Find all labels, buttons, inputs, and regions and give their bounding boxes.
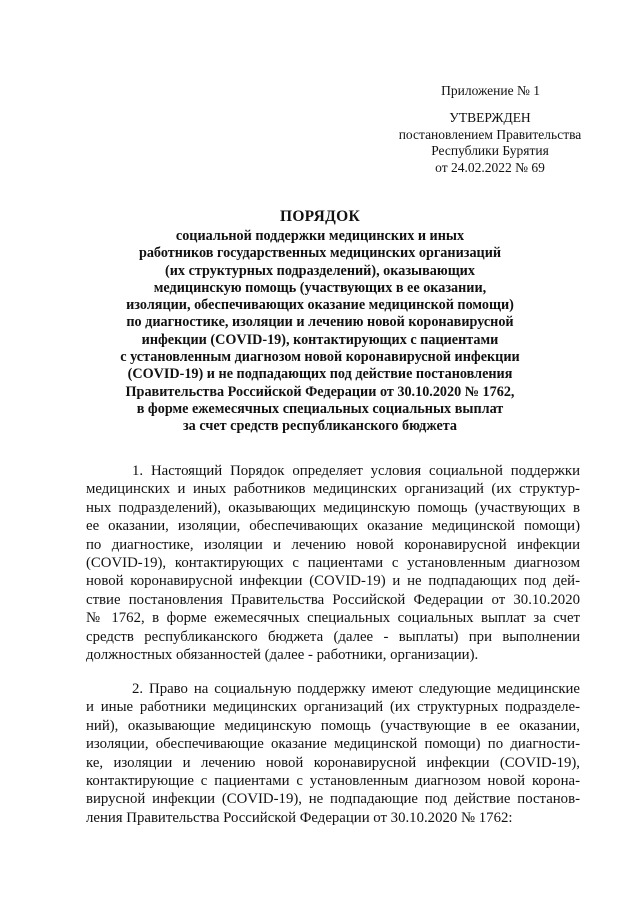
approval-line: от 24.02.2022 № 69: [435, 159, 545, 175]
paragraph-line: ее оказании, изоляции, обеспечивающих оказание медицинской помощи): [86, 518, 580, 535]
paragraph-line: 2. Право на социальную поддержку имеют следующие медицинские: [132, 681, 580, 697]
paragraph-line: № 1762, в форме ежемесячных специальных социальных выплат за счет: [86, 610, 580, 627]
title-line: социальной поддержки медицинских и иных: [175, 228, 465, 244]
paragraph-line: контактирующие с пациентами с установленным диагнозом новой корона-: [86, 773, 580, 790]
paragraph-line: ления Правительства Российской Федерации от 30.10.2020 № 1762:: [86, 809, 513, 826]
paragraph-line: вирусной инфекции (COVID-19), не подпадающие под действие постанов-: [86, 791, 580, 808]
paragraph-line: ний), оказывающие медицинскую помощь (участвующие в ее оказании,: [86, 717, 580, 734]
title-line: по диагностике, изоляции и лечению новой коронавирусной: [126, 314, 514, 331]
paragraph-line: изоляции, обеспечивающие оказание медицинской помощи) по диагности-: [86, 736, 580, 753]
paragraph-line: по диагностике, изоляции и лечению новой коронавирусной инфекции: [86, 536, 580, 553]
approval-line: УТВЕРЖДЕН: [449, 110, 531, 125]
appendix-label: Приложение № 1: [441, 83, 540, 98]
title-line: изоляции, обеспечивающих оказание медицинской помощи): [126, 297, 514, 314]
paragraph-line: ных подразделений), оказывающих медицинскую помощь (участвующих в: [86, 499, 580, 516]
paragraph-line: и иные работники медицинских организаций (их структурных подразделе-: [86, 699, 580, 716]
paragraph-line: средств республиканского бюджета (далее - выплаты) при выполнении: [86, 628, 580, 645]
approval-line: постановлением Правительства: [398, 126, 582, 142]
title-line: за счет средств республиканского бюджета: [182, 418, 457, 435]
paragraph-line: медицинских и иных работников медицинских организаций (их структур-: [86, 481, 580, 498]
paragraph-2: [86, 680, 580, 827]
paragraph-line: (COVID-19), контактирующих с пациентами с установленным диагнозом: [86, 555, 580, 572]
paragraph-line: 1. Настоящий Порядок определяет условия социальной поддержки: [132, 463, 580, 479]
title-line: работников государственных медицинских организаций: [138, 245, 502, 262]
title-line: (их структурных подразделений), оказывающих: [165, 262, 475, 279]
approval-line: Республики Бурятия: [431, 143, 549, 158]
title-line: медицинскую помощь (участвующих в ее оказании,: [153, 279, 487, 296]
title-line: в форме ежемесячных специальных социальных выплат: [136, 400, 504, 417]
title-line: инфекции (COVID-19), контактирующих с пациентами: [141, 331, 499, 348]
paragraph-line: ке, изоляции и лечению новой коронавирусной инфекции (COVID-19),: [86, 754, 580, 771]
approval-stamp: [390, 110, 590, 176]
paragraph-line: ствие постановления Правительства Российской Федерации от 30.10.2020: [86, 591, 580, 608]
title-heading: ПОРЯДОК: [279, 208, 361, 225]
title-line: (COVID-19) и не подпадающих под действие постановления: [127, 366, 513, 383]
title-line: Правительства Российской Федерации от 30.10.2020 № 1762,: [125, 383, 515, 400]
title-line: с установленным диагнозом новой коронавирусной инфекции: [120, 349, 520, 366]
paragraph-line: должностных обязанностей (далее - работники, организации).: [86, 647, 479, 664]
document-title: [80, 208, 560, 436]
paragraph-line: новой коронавирусной инфекции (COVID-19) и не подпадающих под дей-: [86, 573, 580, 590]
paragraph-1: [86, 462, 580, 664]
